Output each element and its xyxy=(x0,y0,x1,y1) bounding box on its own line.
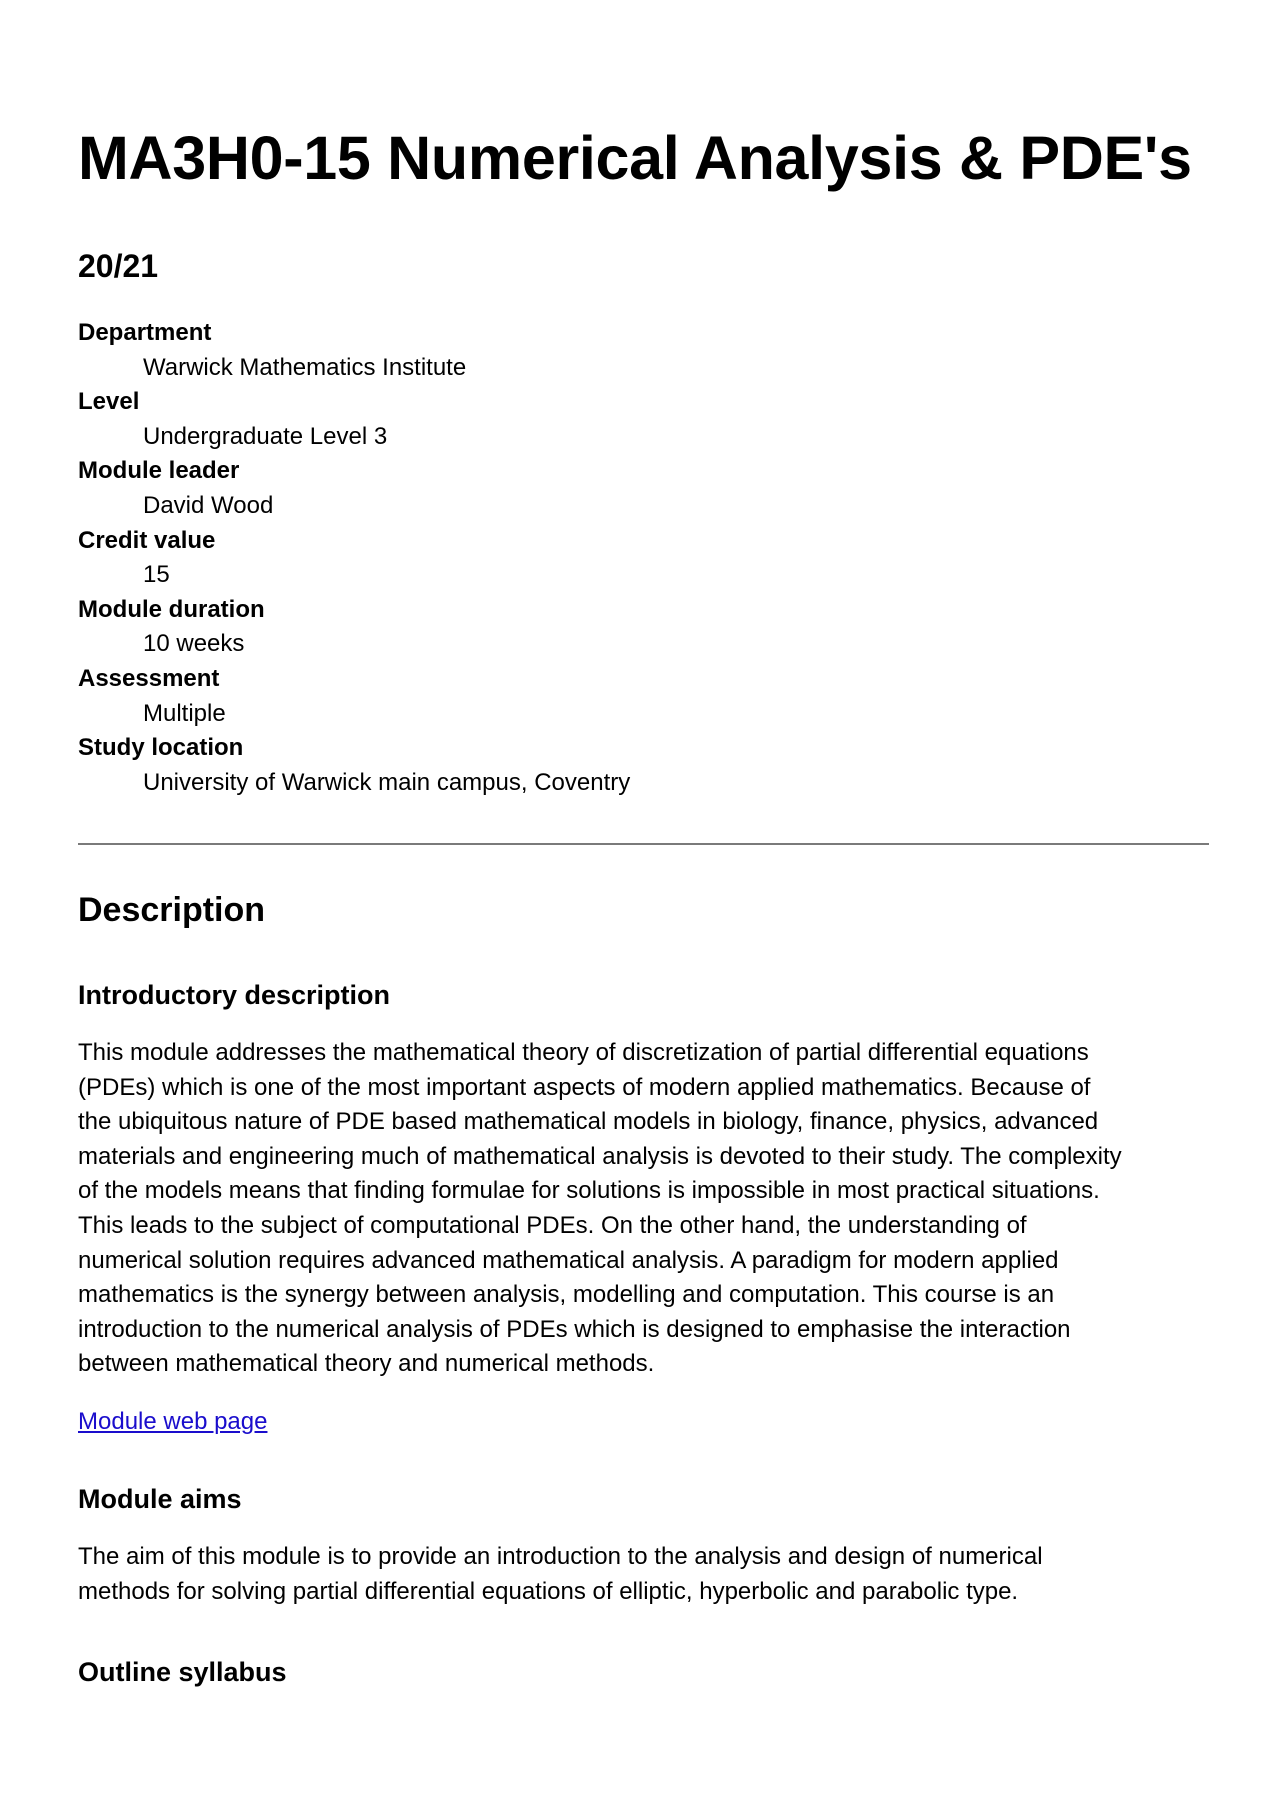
paragraph-line: (PDEs) which is one of the most important aspects of modern applied mathematics. Because of xyxy=(78,1073,1091,1101)
paragraph-line: introduction to the numerical analysis of PDEs which is designed to emphasise the interaction xyxy=(78,1315,1071,1343)
paragraph-line: numerical solution requires advanced mathematical analysis. A paradigm for modern applied xyxy=(78,1246,1059,1274)
module-aims-heading: Module aims xyxy=(78,1484,242,1514)
detail-value-level: Undergraduate Level 3 xyxy=(143,422,388,450)
paragraph-line: mathematics is the synergy between analysis, modelling and computation. This course is an xyxy=(78,1281,1055,1309)
outline-syllabus-heading: Outline syllabus xyxy=(78,1657,287,1687)
module-web-page-link[interactable]: Module web page xyxy=(78,1408,268,1435)
introductory-description-heading: Introductory description xyxy=(78,980,391,1010)
paragraph-line: The aim of this module is to provide an introduction to the analysis and design of numerical xyxy=(78,1543,1043,1570)
detail-label-credit-value: Credit value xyxy=(78,526,216,554)
description-heading: Description xyxy=(78,891,266,929)
paragraph-line: This module addresses the mathematical theory of discretization of partial differential equations xyxy=(78,1039,1089,1066)
detail-label-assessment: Assessment xyxy=(78,664,220,692)
paragraph-line: methods for solving partial differential equations of elliptic, hyperbolic and parabolic type. xyxy=(78,1577,1019,1605)
detail-value-assessment: Multiple xyxy=(143,699,226,727)
detail-label-module-leader: Module leader xyxy=(78,457,240,485)
module-aims-text xyxy=(78,1540,1209,1609)
detail-value-module-leader: David Wood xyxy=(143,491,274,519)
academic-year: 20/21 xyxy=(78,248,159,284)
detail-value-credit-value: 15 xyxy=(143,561,170,589)
paragraph-line: of the models means that finding formulae for solutions is impossible in most practical situations. xyxy=(78,1177,1100,1205)
detail-value-module-duration: 10 weeks xyxy=(143,630,245,658)
paragraph-line: between mathematical theory and numerical methods. xyxy=(78,1350,655,1378)
section-divider xyxy=(78,843,1209,845)
paragraph-line: This leads to the subject of computational PDEs. On the other hand, the understanding of xyxy=(78,1211,1027,1239)
detail-value-department: Warwick Mathematics Institute xyxy=(143,353,467,381)
paragraph-line: the ubiquitous nature of PDE based mathematical models in biology, finance, physics, advanced xyxy=(78,1108,1099,1136)
introductory-description-text xyxy=(78,1036,1209,1382)
detail-label-module-duration: Module duration xyxy=(78,595,265,623)
module-details xyxy=(78,316,1209,800)
detail-label-level: Level xyxy=(78,388,140,416)
detail-label-department: Department xyxy=(78,319,212,346)
detail-value-study-location: University of Warwick main campus, Coventry xyxy=(143,768,631,796)
paragraph-line: materials and engineering much of mathematical analysis is devoted to their study. The complexity xyxy=(78,1142,1122,1170)
module-title: MA3H0-15 Numerical Analysis & PDE's xyxy=(78,124,1192,192)
detail-label-study-location: Study location xyxy=(78,734,244,762)
